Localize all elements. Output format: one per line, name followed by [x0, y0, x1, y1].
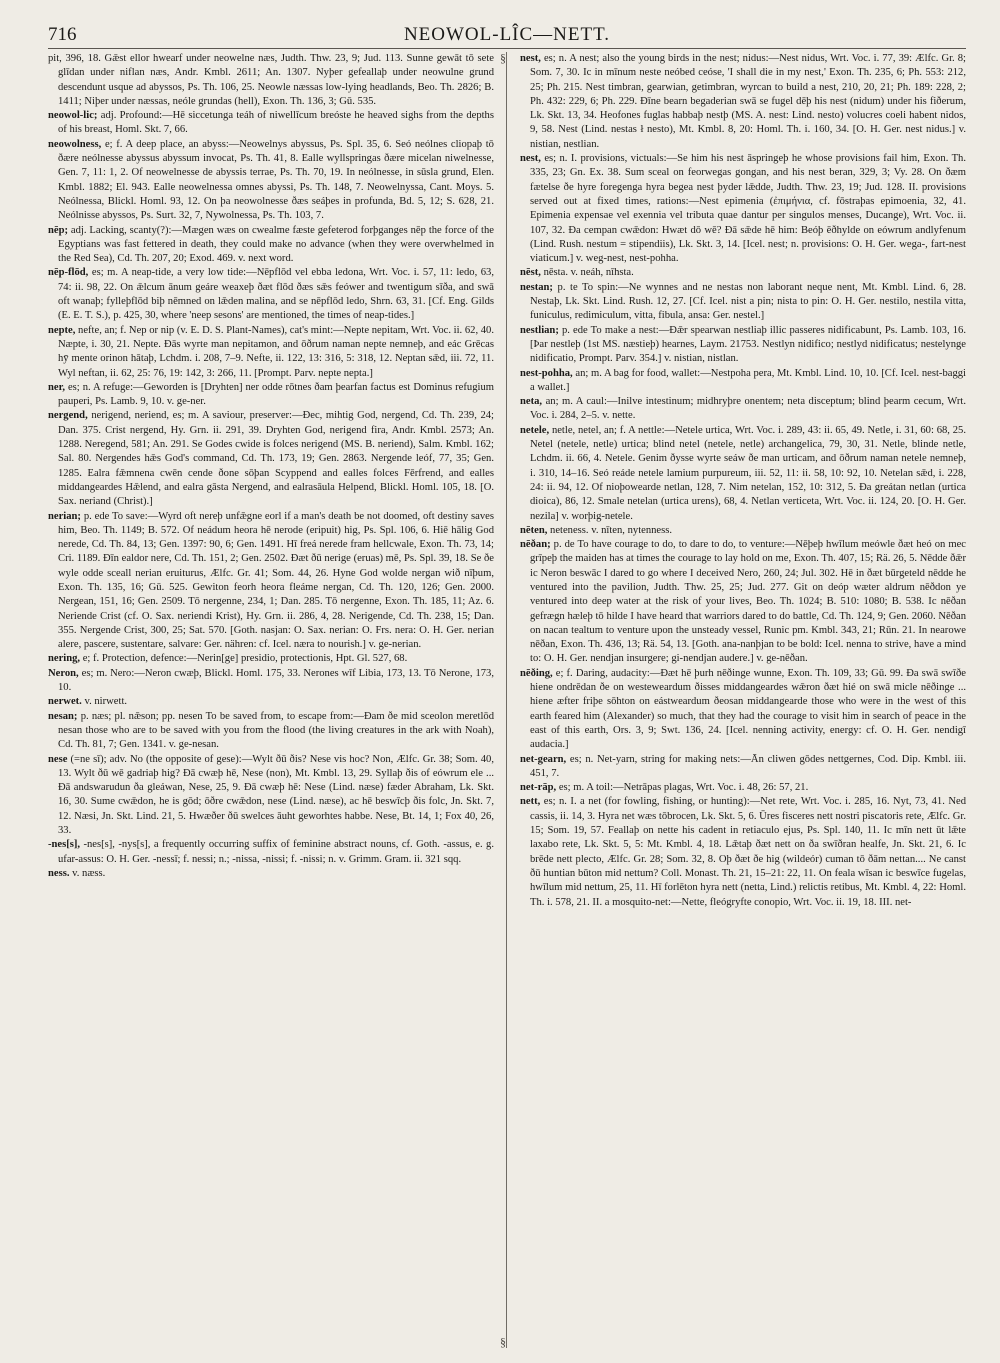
- dictionary-page: [48, 18, 966, 1348]
- right-column: [520, 52, 966, 1348]
- divider-ornament-bottom: §: [500, 1335, 506, 1349]
- entry-text: pit, 396, 18. Gǣst ellor hwearf under neowelne næs, Judth. Thw. 23, 9; Jud. 113. Sunne gewāt tō sete glīdan under niflan næs, Andr. Kmbl. 2611; An. 1307. Nyþer gefeallaþ under neowulne grund descendunt usque ad abyssos, Ps. Th. 106, 25. Neowle næssas low-lying headlands, Beo. Th. 2826; B. 1411; Niþer under næssas, neóle grundas (hell), Exon. Th. 136, 3; Gū. 535.: [48, 53, 494, 107]
- entry-text: e; f. Protection, defence:—Nerin[ge] presidio, protectionis, Hpt. Gl. 527, 68.: [82, 653, 408, 665]
- entry-headword: nestlian;: [520, 324, 559, 336]
- dictionary-entry: [48, 652, 494, 666]
- entry-headword: nepte,: [48, 324, 76, 336]
- entry-text: adj. Lacking, scanty(?):—Mægen wæs on cwealme fæste gefeterod forþganges nēp the force of the Egyptians was fast fettered in death, they could make no advance (when they were overwhelmed in the Red Sea), Cd. Th. 207, 20; Exod. 469. v. next word.: [58, 224, 494, 265]
- entry-text: nerigend, neriend, es; m. A saviour, preserver:—Ðec, mihtig God, nergend, Cd. Th. 239, 24; Dan. 375. Crist nergend, Hy. Grn. ii. 291, 39. Dryhten God, nerigend fira, Andr. Kmbl. 2573; An. 1288. Neregend, 581; An. 291. Se Godes cwide is folces nerigend (MS. B. neriend), Salm. Kmbl. 162; Sal. 80. Nergendes hǣs God's command, Cd. Th. 173, 19; Gen. 2863. Nergende leóf, 77, 35; Gen. 1285. Ealra fǣmnena cwēn cende ðone sōþan Scyppend and ealles folces Fērfrend, and ealles middangeardes Hǣlend, and ealra gāsta Nergend, and ealrasāula Helpend, Blickl. Homl. 105, 18. [O. Sax. neriand (Christ).]: [58, 410, 494, 508]
- page-header: [48, 18, 966, 49]
- entry-text: nēsta. v. neáh, nīhsta.: [543, 267, 634, 279]
- entry-headword: nēðan;: [520, 539, 551, 551]
- entry-text: p. de To have courage to do, to dare to do, to venture:—Nēþeþ hwīlum meówle ðæt heó on mec grīpeþ the maiden has at times the courage to lay hold on me, Exon. Th. 407, 15; Rä. 26, 5. Nēdde ðǣr ic Neron beswāc I dared to go where I deceived Nero, 260, 24; Jul. 302. Hē in ðæt būrgeteld nēdde he ventured into the pavilion, Judth. Thw. 25, 25; Jud. 277. Git on deóp wæter aldrum nēðdon ye ventured into deep water at the risk of your lives, Beo. Th. 1024; B. 510: 1080; B. 538. Ic nēðan gefrægn hæleþ tō hilde I have heard that warriors dared to do battle, Cd. Th. 124, 9; Gen. 2060. Nēðan on nacan tealtum to venture upon the unsteady vessel, Runic pm. Kmbl. 343, 21; Rūn. 21. In nearowe nēðan, Exon. Th. 436, 13; Rä. 54, 13. [Goth. ana-nanþjan to be bold: Icel. nenna to strive, have a mind to: O. H. Ger. nendjan insurgere; gi-nendjan audere.] v. ge-nēðan.: [530, 539, 966, 665]
- dictionary-entry: [520, 281, 966, 324]
- column-divider: [506, 52, 507, 1348]
- entry-headword: nese: [48, 753, 68, 765]
- entry-text: nefte, an; f. Nep or nip (v. E. D. S. Plant-Names), cat's mint:—Nepte nepitam, Wrt. Voc. ii. 62, 40. Næpte, i. 30, 21. Nepte. Ðās wyrte man nepitamon, and ōðrum naman nepte nemneþ, and eác Grēcas hȳ mente orinon hātaþ, Lchdm. i. 208, 7–9. Nefte, ii. 122, 13: 316, 5: 318, 12. Neptan sǣd, iii. 72, 11. Wyl neftan, ii. 62, 25: 76, 19: 142, 3: 266, 11. [Prompt. Parv. nepte nepta.]: [58, 324, 494, 379]
- dictionary-entry: [520, 52, 966, 152]
- entry-headword: nerian;: [48, 510, 81, 522]
- dictionary-entry: [48, 52, 494, 109]
- dictionary-entry: [520, 795, 966, 909]
- dictionary-entry: [520, 424, 966, 524]
- entry-text: neteness. v. nīten, nytenness.: [550, 524, 673, 536]
- entry-headword: ness.: [48, 867, 70, 879]
- entry-headword: nest-pohha,: [520, 367, 573, 379]
- dictionary-entry: [48, 867, 494, 881]
- dictionary-entry: [520, 367, 966, 396]
- entry-headword: -nes[s],: [48, 839, 81, 851]
- entry-text: e; f. Daring, audacity:—Ðæt hē þurh nēðinge wunne, Exon. Th. 109, 33; Gū. 99. Ða swā swīðe hiene ondrēdan ðe on westeweardum ðisses middangeardes wǣron ðæt hié on swā micle nēðinge ... hiene æfter friþe sōhton on eástweardum ðeosan middangearde those who were in the west of this earth feared him (Alexander) so much, that they had the courage to visit him in search of peace in the east of this earth, Ors. 3, 9; Swt. 136, 24. [Icel. nenning activity, energy: cf. O. H. Ger. nendigī audacia.]: [530, 667, 966, 751]
- entry-headword: nerwet.: [48, 696, 82, 708]
- entry-text: -nes[s], -nys[s], a frequently occurring suffix of feminine abstract nouns, cf. Goth. -assus, e. g. ufar-assus: O. H. Ger. -nessī; f. nessi; n.; -nissa, -nissi; f. -nissi; n. v. Grimm. Gram. ii. 321 sqq.: [58, 839, 494, 865]
- entry-text: es; n. A nest; also the young birds in the nest; nidus:—Nest nidus, Wrt. Voc. i. 77, 39: Ælfc. Gr. 8; Som. 7, 30. Ic in mīnum neste neóbed ceóse, 'I shall die in my nest,' Exon. Th. 235, 6; Ph. 553: 212, 25; Ph. 215. Nest timbran, gearwian, getimbran, wyrcan to build a nest, 210, 20, 21; Ph. 189: 228, 2; Ph. 432: 229, 6; Ph. 229. Ðīne bearn begaderian swā se fugel dēþ his nest (nidum) under his fiðerum, Lk. Skt. 13, 34. Heofones fuglas habbaþ nestþ (MS. A. nest: Lind. nesto) volucres coeli habent nidos, 9, 58. Nest (Lind. nestas ł nesto), Mt. Kmbl. 8, 20: Homl. Th. i. 160, 34. [O. H. Ger. nest nidus.] v. nistian, nestlian.: [530, 53, 966, 150]
- entry-headword: nēp;: [48, 224, 69, 236]
- entry-text: es; n. A refuge:—Geworden is [Dryhten] ner odde rōtnes ðam þearfan factus est Dominus refugium pauperi, Ps. Lamb. 9, 10. v. ge-ner.: [58, 381, 494, 408]
- entry-headword: nēp-flōd,: [48, 267, 89, 279]
- entry-text: es; m. A neap-tide, a very low tide:—Nēpflōd vel ebba ledona, Wrt. Voc. i. 57, 11: ledo, 63, 74: ii. 98, 22. On ǣlcum ānum geáre weaxeþ ðæt flōd ðæs sǣs feówer and twentigum sīða, and swā oft wanaþ; fylleþflōd biþ nēmned on lǣden malina, and se nēpflōd ledo, Shrn. 63, 31. [Cf. Eng. Gilds (E. E. T. S.), p. 425, 30, where 'neep sesons' are mentioned, the times of neap-tides.]: [58, 267, 494, 322]
- dictionary-entry: [48, 409, 494, 509]
- entry-headword: net-gearn,: [520, 753, 567, 765]
- dictionary-entry: [520, 395, 966, 424]
- entry-text: p. ede To save:—Wyrd oft nereþ unfǣgne eorl if a man's death be not doomed, oft destiny saves him, Beo. Th. 1149; B. 572. Of neádum heora hē nerode (eripuit) hig, Ps. Spl. 106, 6. Hiē hālig God nerede, Cd. Th. 84, 13; Gen. 1397: 90, 6; Gen. 1491. Hī freá nerede fram hellcwale, Exon. Th. 73, 14; Cri. 1189. Ðīn ealdor nere, Cd. Th. 151, 2; Gen. 2502. Ðæt ðū nerige (eruas) mē, Ps. Spl. 39, 18. Se ðe wyle odde sceall nerian eruiturus, Ælfc. Gr. 41; Som. 44, 26. Hyne God wolde nergan wið nīþum, Exon. Th. 135, 16; Gū. 525. Gewiton feorh heora fleáme nergan, Cd. Th. 120, 126; Gen. 2000. Nergean, 151, 16; Gen. 2509. Tō nergenne, 234, 1; Dan. 285. Tō nergenne, Exon. Th. 185, 11; Az. 6. Neriende Crist (cf. O. Sax. neriendi Krist), Hy. Grn. ii. 286, 4, 28. Nerigende, Cd. Th. 238, 15; Dan. 355. Nergende Crist, 300, 25; Sat. 570. [Goth. nasjan: O. Sax. nerian: O. Frs. nera: O. H. Ger. nerian alere, pascere, sustentare, salvare: Ger. nähren: cf. Icel. næra to nourish.] v. ge-nerian.: [58, 510, 494, 651]
- entry-headword: nēðing,: [520, 667, 553, 679]
- dictionary-entry: [48, 266, 494, 323]
- entry-headword: nēten,: [520, 524, 548, 536]
- left-column: [48, 52, 494, 1348]
- dictionary-entry: [48, 510, 494, 653]
- dictionary-entry: [520, 266, 966, 280]
- dictionary-entry: [48, 695, 494, 709]
- entry-headword: nergend,: [48, 410, 88, 422]
- dictionary-entry: [520, 667, 966, 753]
- dictionary-entry: [520, 152, 966, 266]
- entry-text: v. nirwett.: [84, 696, 128, 708]
- entry-text: es; n. I. a net (for fowling, fishing, or hunting):—Net rete, Wrt. Voc. i. 285, 16. Nyt, 73, 41. Ned cassis, ii. 14, 3. Hyra net wæs tōbrocen, Lk. Skt. 5, 6. Ūres fisceres nett nostri piscatoris rete, Ælfc. Gr. 15; Som. 19, 57. Feallaþ on nette his cadent in retiaculo ejus, Ps. Spl. 140, 11. Ic mīn nett ūt lǣte laxabo rete, Lk. Skt. 5, 5: Mt. Kmbl. 4, 18. Lǣtaþ ðæt nett on ða swīðran healfe, Jn. Skt. 21, 6. Ic brēde nett plecto, Ælfc. Gr. 28; Som. 32, 8. Oþ ðæt ðe hig (wildeór) cuman tō ðām nettan.... Ne canst ðū huntian būton mid nettum? Coll. Monast. Th. 21, 15–21: 22, 11. On feala wīsan ic beswīce fugelas, hwīlum mid nettum, 25, 11. Hī forlēton hyra nett (netta, Lind.) relictis retibus, Mt. Kmbl. 4, 22: Homl. Th. i. 578, 21. II. a mosquito-net:—Nette, fleógryfte conopio, Wrt. Voc. ii. 19, 18. III. net-: [530, 796, 966, 908]
- dictionary-entry: [520, 753, 966, 782]
- running-head: NEOWOL-LÎC—NETT.: [403, 24, 611, 45]
- entry-headword: neowolness,: [48, 138, 102, 150]
- entry-headword: nest,: [520, 53, 541, 64]
- entry-headword: nett,: [520, 796, 541, 808]
- dictionary-entry: [48, 838, 494, 867]
- dictionary-entry: [48, 710, 494, 753]
- entry-text: es; m. Nero:—Neron cwæþ, Blickl. Homl. 175, 33. Nerones wīf Libia, 173, 13. Tō Nerone, 173, 10.: [58, 667, 494, 694]
- text-columns: [48, 52, 966, 1348]
- entry-text: v. næss.: [72, 867, 106, 879]
- entry-headword: ner,: [48, 381, 65, 393]
- entry-text: es; n. Net-yarn, string for making nets:—Ān cliwen gōdes nettgernes, Cod. Dip. Kmbl. iii. 451, 7.: [530, 753, 966, 779]
- entry-text: an; m. A caul:—Inilve intestinum; midhryþre onentem; neta disceptum; blind þearm cecum, Wrt. Voc. i. 284, 2–5. v. nette.: [530, 396, 966, 422]
- dictionary-entry: [48, 324, 494, 381]
- entry-text: e; f. A deep place, an abyss:—Neowelnys abyssus, Ps. Spl. 35, 6. Seó neólnes cliopaþ tō ðære neólnesse abyssus abyssum invocat, Ps. Th. 41, 8. Ealle wyllspringas ðære micelan niwelnesse, Gen. 7, 11: 1, 2. Of neowelnesse de abyssis terrae, Ps. Th. 70, 19. In neólnesse, in sūsla grund, Elen. Kmbl. 1882; El. 943. Ealle neowelnessa omnes abyssi, Ps. Th. 148, 7. Neowelnyssa, Cant. Moys. 5. Neólnessa, Blickl. Homl. 93, 12. On þa neowolnesse ðæs seáþes in profunda, Bd. 5, 12; S. 628, 21. Neólnisse abyssos, Ps. Surt. 32, 7, Nywolnessa, Ps. Th. 103, 7.: [58, 138, 494, 222]
- entry-headword: nest,: [520, 153, 541, 165]
- entry-text: es; n. I. provisions, victuals:—Se him his nest āspringeþ he whose provisions fail him, Exon. Th. 335, 23; Gn. Ex. 38. Sum sceal on feorwegas gongan, and his nest beran, 329, 3; Vy. 28. On ðæm fætelse ðe hyre foregenga hyra begea nest þyder lǣdde, Judth. Thw. 23, 19; Jud. 128. II. provisions served out at fixed times, rations:—Nest epimenia (ἐπιμήνια, cf. fōstraþas epimoenia, 32, 41. Epimenia expensae vel exennia vel tributa quae dantur per singulos menses, Ducange), Wrt. Voc. ii. 107, 32. Ða cempan cwǣdon: Hwæt dō wē? Ðā sǣde hē him: Beóþ ēðhylde on eówrum andlyfenum (Lind. Rush. nestum = stipendiis), Lk. Skt. 3, 14. [Icel. nest; n. provisions: O. H. Ger. wega-, fart-nest viaticum.] v. weg-nest, nest-pohha.: [530, 153, 966, 265]
- dictionary-entry: [520, 324, 966, 367]
- entry-headword: Neron,: [48, 667, 79, 679]
- entry-text: p. ede To make a nest:—Ðǣr spearwan nestliaþ illic passeres nidificabunt, Ps. Lamb. 103, 16. [Þar nestleþ (1st MS. næstieþ) hearnes, Laym. 21753. Nestlyn nidifico; nestlyd nidificatus; nestelynge nidificatio, Prompt. Parv. 354.] v. nistian, nistlan.: [530, 324, 966, 365]
- dictionary-entry: [48, 753, 494, 839]
- dictionary-entry: [48, 109, 494, 138]
- dictionary-entry: [48, 138, 494, 224]
- entry-headword: netele,: [520, 424, 550, 436]
- entry-text: p. te To spin:—Ne wynnes and ne nestas non laborant neque nent, Mt. Kmbl. Lind. 6, 28. Nestaþ, Lk. Skt. Lind. Rush. 12, 27. [Cf. Icel. nist a pin; nista to pin: O. H. Ger. nestilo, nestila vitta, funiculus, redimiculum, vitta, fibula, ansa: Ger. nestel.]: [530, 281, 966, 322]
- page-number: 716: [48, 24, 77, 45]
- entry-text: netle, netel, an; f. A nettle:—Netele urtica, Wrt. Voc. i. 289, 43: ii. 65, 49. Netle, i. 31, 60: 68, 25. Netel (netele, netle) urtica; blind netel (netele, netle) archangelica, 79, 30, 31. Netle, blinde netle, Lchdm. ii. 66, 4. Netele. Genim ðysse wyrte seáw ðe man urticam, and ōðrum naman netele nemneþ, i. 310, 14–16. Seó reáde netele lamium purpureum, iii. 52, 11: ii. 58, 10: 92, 10. Netelan sǣd, i. 228, 24: ii. 94, 12. Of nioþowearde netlan, 128, 7. Nim netelan, 152, 10: 312, 5. Ða greátan netlan (urtica dioica), 86, 12. Smale netelan (urtica urens), 68, 4. Netlan verticeta, Wrt. Voc. ii. 124, 20. [O. H. Ger. nezila] v. worþig-netele.: [530, 424, 966, 522]
- entry-headword: nestan;: [520, 281, 553, 293]
- entry-text: an; m. A bag for food, wallet:—Nestpoha pera, Mt. Kmbl. Lind. 10, 10. [Cf. Icel. nest-baggi a wallet.]: [530, 367, 966, 393]
- dictionary-entry: [48, 224, 494, 267]
- divider-ornament-top: §: [500, 51, 506, 65]
- entry-headword: nesan;: [48, 710, 78, 722]
- entry-text: p. næs; pl. nǣson; pp. nesen To be saved from, to escape from:—Ðam ðe mid sceolon meretlōd nesan those who are to be saved with you from the flood (the living creatures in the ark with Noah), Cd. Th. 81, 7; Gen. 1341. v. ge-nesan.: [58, 710, 494, 751]
- entry-headword: nering,: [48, 653, 81, 665]
- entry-text: adj. Profound:—Hē siccetunga teáh of niwellīcum breóste he heaved sighs from the depths of his breast, Homl. Skt. 7, 66.: [58, 110, 494, 136]
- entry-headword: neowol-lic;: [48, 110, 98, 122]
- entry-headword: nēst,: [520, 267, 541, 279]
- entry-text: (=ne sī); adv. No (the opposite of gese):—Wylt ðū ðis? Nese vis hoc? Non, Ælfc. Gr. 38; Som. 40, 13. Wylt ðū wē gadriaþ hig? Ðā cwæþ hē, Nese (non), Mt. Kmbl. 13, 29. Syllaþ ðis of eówrum ele ... Ðā andswarudun ða gleáwan, Nese, 25, 9. Ðā cwæþ hē: Nese (Lind. næse) fæder Abraham, Lk. Skt. 16, 30. Sume cwǣdon, he is gōd; ōðre cwǣdon, nese (Lind. næse), ac hē beswīcþ ðis folc, Jn. Skt. 7, 12. Næsi, Jn. Skt. Lind. 21, 5. Hwæðer ðū swelces āuht geworhtes habbe. Nese, Bt. 14, 1; Fox 40, 26, 33.: [58, 753, 494, 837]
- dictionary-entry: [48, 667, 494, 696]
- dictionary-entry: [520, 524, 966, 538]
- entry-headword: neta,: [520, 396, 543, 408]
- entry-headword: net-rāp,: [520, 782, 557, 794]
- dictionary-entry: [520, 538, 966, 667]
- dictionary-entry: [48, 381, 494, 410]
- entry-text: es; m. A toil:—Netrāpas plagas, Wrt. Voc. i. 48, 26: 57, 21.: [558, 782, 809, 794]
- dictionary-entry: [520, 781, 966, 795]
